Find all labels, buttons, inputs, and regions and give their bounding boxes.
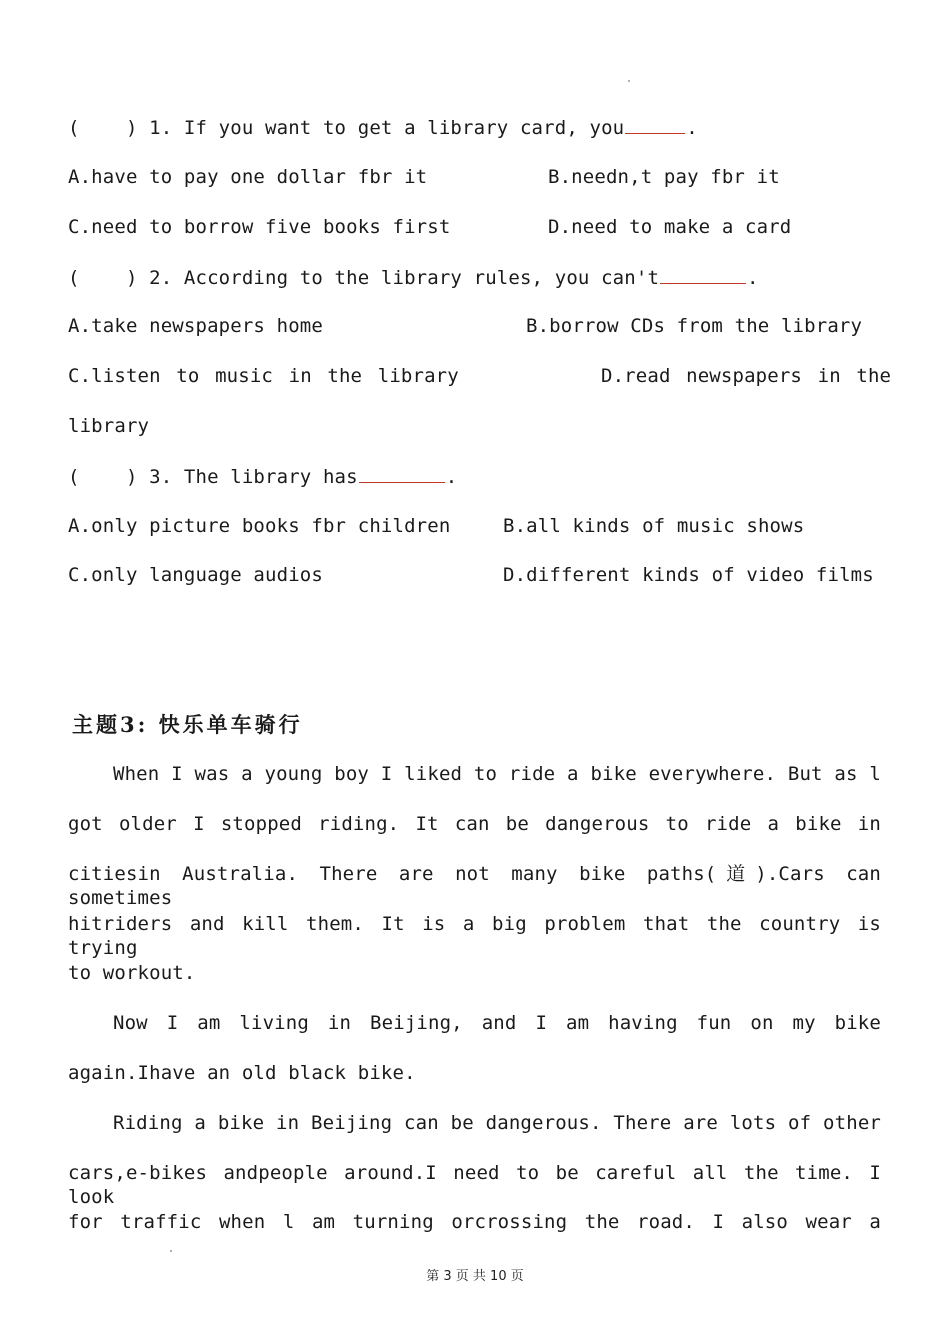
question-2-stem: ( ) 2. According to the library rules, you can't .	[68, 267, 759, 289]
passage-line: cars,e-bikes andpeople around.I need to be careful all the time. I look	[68, 1162, 881, 1208]
question-2-option-a: A.take newspapers home	[68, 315, 323, 337]
question-3-stem: ( ) 3. The library has .	[68, 466, 458, 488]
question-3-option-c: C.only language audios	[68, 564, 323, 586]
question-2-option-b: B.borrow CDs from the library	[526, 315, 863, 337]
passage-line: for traffic when l am turning orcrossing the road. I also wear a	[68, 1211, 881, 1233]
question-2-option-c: C.listen to music in the library	[68, 365, 459, 387]
passage-line: hitriders and kill them. It is a big problem that the country is trying	[68, 913, 881, 959]
question-1-option-b: B.needn,t pay fbr it	[548, 166, 780, 188]
passage-line: again.Ihave an old black bike.	[68, 1062, 416, 1084]
topic-heading: 主题3: 快乐单车骑行	[72, 712, 303, 737]
page-footer: 第 3 页 共 10 页	[426, 1269, 524, 1284]
question-1-stem: ( ) 1. If you want to get a library card, you .	[68, 117, 698, 139]
passage-line: Now I am living in Beijing, and I am having fun on my bike	[113, 1012, 881, 1034]
passage-line: to workout.	[68, 962, 196, 984]
question-2-option-d-continued: library	[68, 415, 150, 437]
question-1-option-c: C.need to borrow five books first	[68, 216, 451, 238]
question-3-option-a: A.only picture books fbr children	[68, 515, 451, 537]
passage-line: Riding a bike in Beijing can be dangerous. There are lots of other	[113, 1112, 881, 1134]
scan-dot	[170, 1250, 172, 1252]
question-2-option-d: D.read newspapers in the	[601, 365, 892, 387]
answer-blank[interactable]	[625, 115, 685, 134]
question-1-option-a: A.have to pay one dollar fbr it	[68, 166, 428, 188]
passage-line: got older I stopped riding. It can be dangerous to ride a bike in	[68, 813, 881, 835]
answer-blank[interactable]	[660, 265, 746, 284]
passage-line: citiesin Australia. There are not many bike paths(道).Cars can sometimes	[68, 863, 881, 909]
question-1-option-d: D.need to make a card	[548, 216, 792, 238]
answer-blank[interactable]	[359, 464, 445, 483]
question-3-option-b: B.all kinds of music shows	[503, 515, 805, 537]
passage-line: When I was a young boy I liked to ride a bike everywhere. But as l	[113, 763, 881, 785]
scan-dot	[628, 80, 630, 82]
question-3-option-d: D.different kinds of video films	[503, 564, 874, 586]
